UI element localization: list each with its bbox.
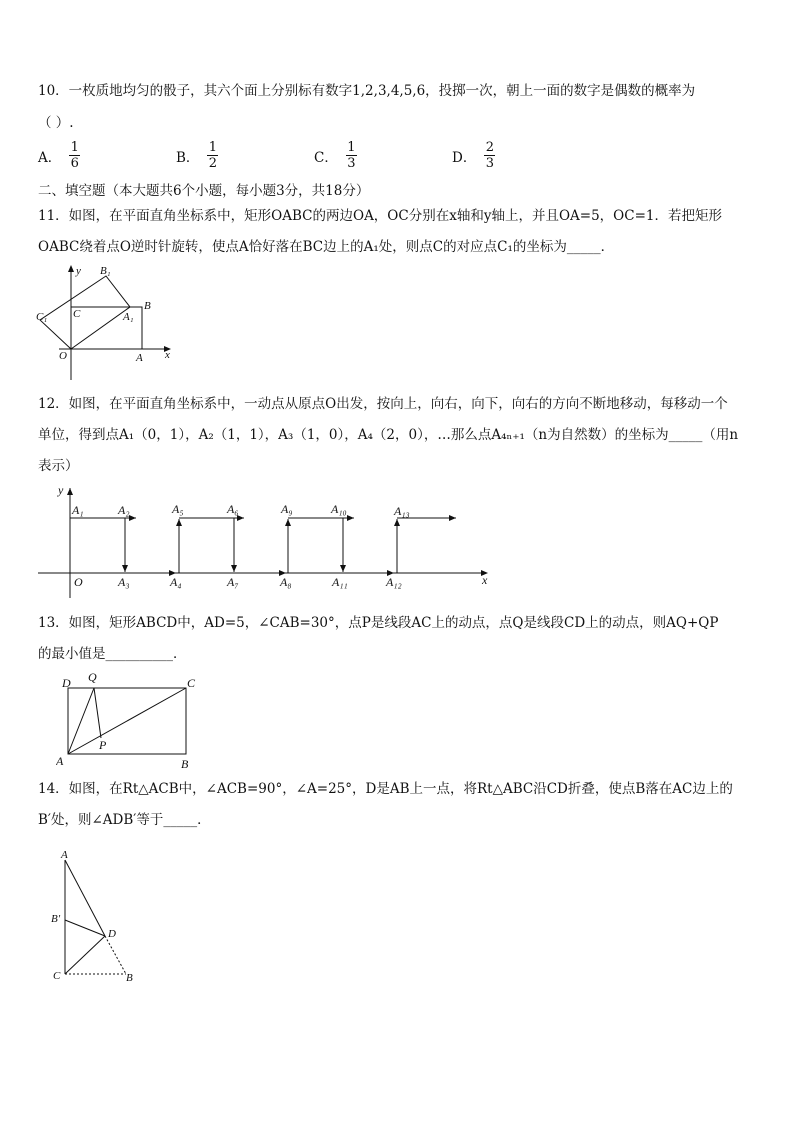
fraction-numerator: 1 bbox=[70, 140, 79, 155]
q14-text-line1: 14．如图，在Rt△ACB中，∠ACB=90°，∠A=25°，D是AB上一点，将Rt△ABC沿CD折叠，使点B落在AC边上的 bbox=[38, 781, 733, 797]
option-fraction bbox=[69, 140, 80, 171]
segment-bprime-d bbox=[65, 920, 105, 936]
label-b: B bbox=[181, 757, 189, 771]
q13-figure bbox=[56, 666, 206, 774]
label-a13: A₁₃ bbox=[394, 504, 410, 518]
label-b: B bbox=[126, 972, 133, 984]
option-fraction bbox=[484, 140, 495, 171]
option-fraction bbox=[207, 140, 218, 171]
label-b-prime: B′ bbox=[51, 913, 61, 925]
q10-text-line2: （ ）. bbox=[38, 115, 74, 131]
q13-text-line2: 的最小值是__________． bbox=[38, 646, 187, 662]
option-fraction bbox=[346, 140, 357, 171]
rotated-rectangle bbox=[40, 276, 130, 349]
segment-ad bbox=[65, 860, 105, 936]
label-a10: A₁₀ bbox=[331, 502, 347, 516]
label-a3: A₃ bbox=[118, 575, 130, 589]
label-a11: A₁₁ bbox=[332, 575, 348, 589]
y-axis-arrow bbox=[68, 265, 74, 272]
label-a1: A₁ bbox=[72, 503, 84, 517]
q10-option-b bbox=[176, 140, 218, 171]
diagonal-ac bbox=[68, 688, 186, 754]
label-d: D bbox=[62, 676, 71, 690]
q12-text-line2: 单位，得到点A₁（0，1），A₂（1，1），A₃（1，0），A₄（2，0），…那么点A₄ₙ₊₁（n为自然数）的坐标为_____（用n bbox=[38, 427, 739, 443]
fraction-numerator: 1 bbox=[347, 140, 356, 155]
label-x: x bbox=[482, 573, 488, 587]
fraction-denominator: 3 bbox=[347, 156, 356, 171]
label-x: x bbox=[165, 349, 170, 361]
option-label: D． bbox=[452, 149, 477, 166]
option-label: A． bbox=[38, 149, 62, 166]
label-c: C bbox=[53, 970, 61, 982]
fraction-denominator: 6 bbox=[70, 156, 79, 171]
fraction-numerator: 2 bbox=[485, 140, 494, 155]
label-y: y bbox=[76, 265, 81, 277]
q10-option-c bbox=[314, 140, 357, 171]
label-a9: A₉ bbox=[281, 502, 293, 516]
q12-figure bbox=[36, 480, 506, 602]
option-label: C． bbox=[314, 149, 338, 166]
label-a7: A₇ bbox=[227, 575, 239, 589]
label-q: Q bbox=[88, 670, 97, 684]
q12-text-line3: 表示） bbox=[38, 458, 79, 474]
label-b1: B₁ bbox=[100, 265, 111, 277]
label-a12: A₁₂ bbox=[386, 575, 402, 589]
section-heading: 二、填空题（本大题共6个小题，每小题3分，共18分） bbox=[38, 183, 370, 199]
segment-qp bbox=[94, 688, 101, 738]
label-a4: A₄ bbox=[170, 575, 182, 589]
q11-text-line2: OABC绕着点O逆时针旋转，使点A恰好落在BC边上的A₁处，则点C的对应点C₁的坐标为_____． bbox=[38, 239, 615, 255]
label-a8: A₈ bbox=[280, 575, 292, 589]
q13-text-line1: 13．如图，矩形ABCD中，AD=5，∠CAB=30°，点P是线段AC上的动点，点Q是线段CD上的动点，则AQ+QP bbox=[38, 615, 719, 631]
fraction-numerator: 1 bbox=[208, 140, 218, 155]
label-a5: A₅ bbox=[172, 502, 184, 516]
label-d: D bbox=[108, 928, 116, 940]
label-a: A bbox=[136, 352, 143, 364]
label-y: y bbox=[58, 483, 64, 497]
label-c: C bbox=[73, 308, 81, 320]
label-a: A bbox=[61, 849, 68, 861]
label-b: B bbox=[144, 300, 151, 312]
label-o: O bbox=[59, 350, 67, 362]
segment-db-dashed bbox=[105, 936, 126, 974]
q10-text-line1: 10．一枚质地均匀的骰子，其六个面上分别标有数字1,2,3,4,5,6，投掷一次，朝上一面的数字是偶数的概率为 bbox=[38, 83, 696, 99]
label-a2: A₂ bbox=[118, 503, 130, 517]
label-a6: A₆ bbox=[227, 502, 239, 516]
label-p: P bbox=[99, 738, 107, 752]
q11-figure bbox=[34, 262, 184, 384]
segment-aq bbox=[68, 688, 94, 754]
label-c1: C₁ bbox=[36, 311, 48, 323]
label-o: O bbox=[74, 575, 83, 589]
label-c: C bbox=[187, 676, 196, 690]
q14-figure bbox=[46, 846, 146, 986]
q11-text-line1: 11．如图，在平面直角坐标系中，矩形OABC的两边OA，OC分别在x轴和y轴上，并且OA=5，OC=1．若把矩形 bbox=[38, 208, 722, 224]
q14-text-line2: B′处，则∠ADB′等于_____． bbox=[38, 812, 211, 828]
fraction-denominator: 2 bbox=[208, 156, 218, 171]
q10-option-a bbox=[38, 140, 80, 171]
option-label: B． bbox=[176, 149, 200, 166]
label-a: A bbox=[56, 754, 64, 768]
label-a1: A₁ bbox=[123, 311, 134, 323]
q12-text-line1: 12．如图，在平面直角坐标系中，一动点从原点O出发，按向上，向右，向下，向右的方向不断地移动，每移动一个 bbox=[38, 396, 728, 412]
segment-cd bbox=[65, 936, 105, 974]
fraction-denominator: 3 bbox=[485, 156, 494, 171]
q10-option-d bbox=[452, 140, 495, 171]
